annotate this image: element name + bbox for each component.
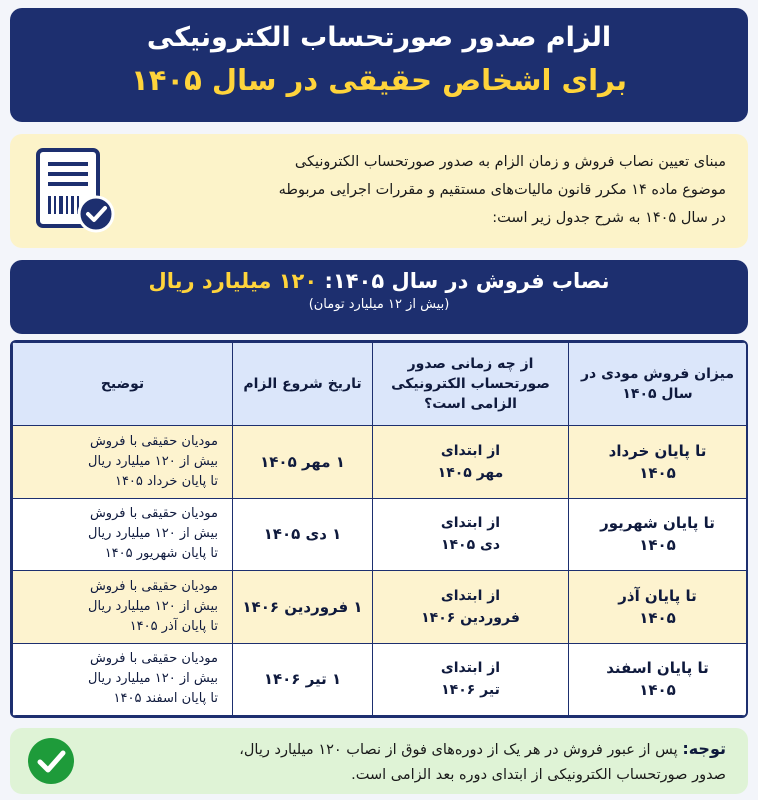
table-header-row <box>13 343 747 426</box>
threshold-subtext: (بیش از ۱۲ میلیارد تومان) <box>308 297 450 312</box>
check-circle-icon <box>26 736 76 786</box>
intro-line: موضوع ماده ۱۴ مکرر قانون مالیات‌های مستقیم و مقررات اجرایی مربوطه <box>278 182 726 198</box>
header-from: از چه زمانی صدور صورتحساب الکترونیکی الزامی است؟ <box>373 343 569 426</box>
threshold-label: نصاب فروش در سال ۱۴۰۵: <box>324 269 610 293</box>
cell-from: از ابتدای فروردین ۱۴۰۶ <box>373 571 569 644</box>
cell-date: ۱ دی ۱۴۰۵ <box>233 498 373 571</box>
cell-sales: تا پایان آذر ۱۴۰۵ <box>569 571 747 644</box>
note-label: توجه: <box>682 739 726 758</box>
table-row <box>13 571 747 644</box>
header-description: توضیح <box>13 343 233 426</box>
note-text <box>76 736 726 788</box>
threshold-heading <box>10 269 748 293</box>
cell-sales: تا پایان شهریور ۱۴۰۵ <box>569 498 747 571</box>
intro-line: مبنای تعیین نصاب فروش و زمان الزام به صدور صورتحساب الکترونیکی <box>294 154 726 170</box>
document-check-icon <box>28 144 122 240</box>
threshold-value: ۱۲۰ میلیارد ریال <box>148 269 318 293</box>
cell-description: مودیان حقیقی با فروش بیش از ۱۲۰ میلیارد ریال تا پایان آذر ۱۴۰۵ <box>13 571 233 644</box>
page-title: الزام صدور صورتحساب الکترونیکی <box>146 22 612 53</box>
intro-line: در سال ۱۴۰۵ به شرح جدول زیر است: <box>492 210 726 226</box>
cell-description: مودیان حقیقی با فروش بیش از ۱۲۰ میلیارد ریال تا پایان خرداد ۱۴۰۵ <box>13 426 233 499</box>
table-row <box>13 426 747 499</box>
note-box <box>10 728 748 794</box>
header-sales: میزان فروش مودی در سال ۱۴۰۵ <box>569 343 747 426</box>
cell-description: مودیان حقیقی با فروش بیش از ۱۲۰ میلیارد ریال تا پایان اسفند ۱۴۰۵ <box>13 643 233 716</box>
cell-sales: تا پایان اسفند ۱۴۰۵ <box>569 643 747 716</box>
cell-date: ۱ تیر ۱۴۰۶ <box>233 643 373 716</box>
page-subtitle: برای اشخاص حقیقی در سال ۱۴۰۵ <box>131 63 627 97</box>
note-line-2: صدور صورتحساب الکترونیکی از ابتدای دوره بعد الزامی است. <box>351 767 726 783</box>
cell-date: ۱ فروردین ۱۴۰۶ <box>233 571 373 644</box>
cell-from: از ابتدای تیر ۱۴۰۶ <box>373 643 569 716</box>
cell-date: ۱ مهر ۱۴۰۵ <box>233 426 373 499</box>
header-date: تاریخ شروع الزام <box>233 343 373 426</box>
threshold-banner <box>10 260 748 334</box>
table-row <box>13 643 747 716</box>
cell-from: از ابتدای مهر ۱۴۰۵ <box>373 426 569 499</box>
title-banner <box>10 8 748 122</box>
intro-text <box>136 148 726 232</box>
table-row <box>13 498 747 571</box>
schedule-table <box>10 340 748 718</box>
cell-description: مودیان حقیقی با فروش بیش از ۱۲۰ میلیارد ریال تا پایان شهریور ۱۴۰۵ <box>13 498 233 571</box>
intro-box <box>10 134 748 248</box>
cell-sales: تا پایان خرداد ۱۴۰۵ <box>569 426 747 499</box>
note-line-1: پس از عبور فروش در هر یک از دوره‌های فوق از نصاب ۱۲۰ میلیارد ریال، <box>239 742 678 758</box>
cell-from: از ابتدای دی ۱۴۰۵ <box>373 498 569 571</box>
